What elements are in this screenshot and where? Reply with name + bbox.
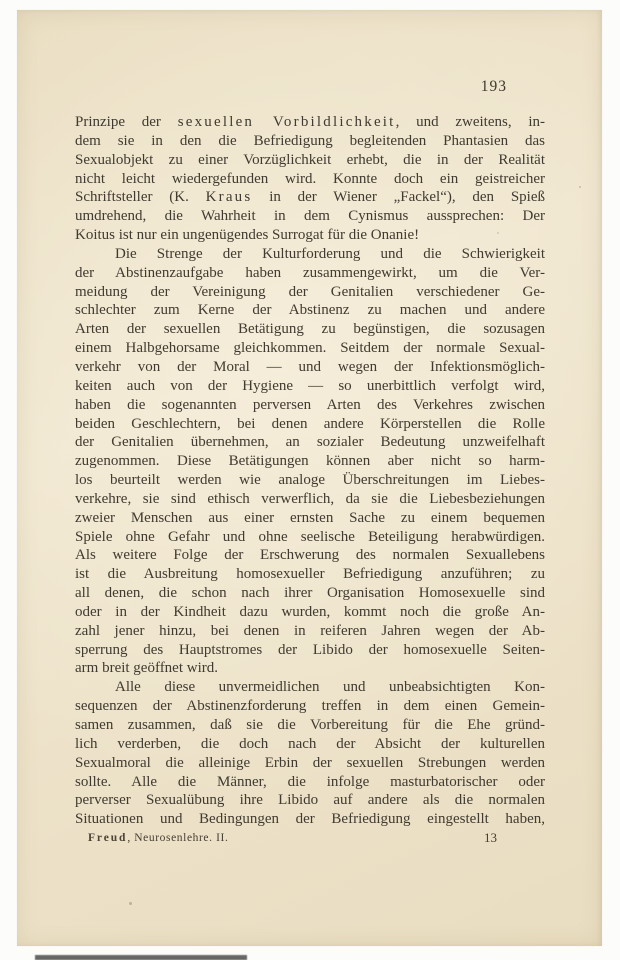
letterspaced-text: sexuellen Vorbildlichkeit — [177, 114, 396, 130]
text-line: zugenommen. Diese Betätigungen können aber nicht so harm- — [75, 453, 545, 470]
page-number: 193 — [480, 78, 507, 95]
text-line: haben die sogenannten perversen Arten des Verkehres zwischen — [75, 396, 545, 413]
text-line: dem sie in den die Befriedigung begleitenden Phantasien das — [75, 132, 545, 149]
text-line: Koitus ist nur ein ungenügendes Surrogat für die Onanie! — [75, 227, 420, 244]
text-line: Spiele ohne Gefahr und ohne seelische Beteiligung herabwürdigen. — [75, 528, 545, 545]
text-line: perverser Sexualübung ihre Libido auf andere als die normalen — [75, 792, 545, 809]
text-line: los beurteilt werden wie analoge Überschreitungen im Liebes- — [75, 472, 545, 489]
printer-signature-number: 13 — [484, 830, 497, 845]
text-line: sequenzen der Abstinenzforderung treffen in dem einen Gemein- — [75, 698, 545, 715]
text-line: einem Halbgehorsame gleichkommen. Seitdem der normale Sexual- — [75, 340, 545, 357]
text-line: verkehre, sie sind ethisch verwerflich, da sie die Liebesbeziehungen — [75, 490, 545, 507]
scan-edge-artifact — [35, 955, 247, 960]
text-line: verkehr von der Moral — und wegen der Infektionsmöglich- — [75, 358, 545, 375]
text-line: lich verderben, die doch nach der Absicht der kulturellen — [75, 735, 545, 752]
footer-book-title: , Neurosenlehre. II. — [127, 832, 229, 844]
text-line: nicht leicht wiedergefunden wird. Konnte doch ein geistreicher — [75, 170, 545, 187]
text-line: meidung der Vereinigung der Genitalien verschiedener Ge- — [75, 283, 545, 300]
text-line: Die Strenge der Kulturforderung und die Schwierigkeit — [115, 245, 545, 262]
text-line: all denen, die schon nach ihrer Organisation Homosexuelle sind — [75, 585, 545, 602]
text-line: der Abstinenzaufgabe haben zusammengewirkt, um die Ver- — [75, 264, 545, 281]
text-line: Als weitere Folge der Erschwerung des normalen Sexuallebens — [75, 547, 545, 564]
text-line: samen zusammen, daß sie die Vorbereitung für die Ehe gründ- — [75, 717, 545, 733]
text-line: schlechter zum Kerne der Abstinenz zu machen und andere — [75, 302, 545, 319]
paper-speck — [497, 232, 499, 234]
text-line: Prinzipe der sexuellen Vorbildlichkeit, und zweitens, in- — [75, 114, 545, 130]
letterspaced-text: Kraus — [205, 189, 253, 206]
paper-speck — [129, 902, 132, 905]
text-line: der Genitalien übernehmen, an sozialer Bedeutung unzweifelhaft — [75, 434, 545, 451]
text-line: keiten auch von der Hygiene — so unerbittlich verfolgt wird, — [75, 377, 545, 394]
text-line: ist die Ausbreitung homosexueller Befriedigung anzuführen; zu — [75, 566, 545, 583]
footer — [88, 832, 228, 844]
text-line: oder in der Kindheit dazu wurden, kommt noch die große An- — [75, 603, 545, 620]
text-line: Arten der sexuellen Betätigung zu begünstigen, die sozusagen — [75, 321, 545, 338]
scanned-book-page — [17, 10, 602, 946]
text-line: arm breit geöffnet wird. — [75, 660, 219, 677]
text-line: zweier Menschen aus einer ernsten Sache zu einem bequemen — [75, 509, 545, 526]
text-line: Sexualmoral die alleinige Erbin der sexuellen Strebungen werden — [75, 754, 545, 771]
text-line: Sexualobjekt zu einer Vorzüglichkeit erhebt, die in der Realität — [75, 151, 545, 168]
text-line: sperrung des Hauptstromes der Libido der homosexuelle Seiten- — [75, 641, 545, 658]
text-line: Situationen und Bedingungen der Befriedigung eingestellt haben, — [75, 811, 545, 828]
paper-speck — [579, 186, 581, 188]
footer-author: Freud — [88, 832, 128, 844]
text-line: zahl jener hinzu, bei denen in reiferen Jahren wegen der Ab- — [75, 622, 545, 639]
text-line: umdrehend, die Wahrheit in dem Cynismus aussprechen: Der — [75, 208, 545, 225]
text-line: Alle diese unvermeidlichen und unbeabsichtigten Kon- — [115, 679, 545, 696]
text-line: sollte. Alle die Männer, die infolge masturbatorischer oder — [75, 773, 545, 790]
text-line: Schriftsteller (K. Kraus in der Wiener „Fackel“), den Spieß — [75, 189, 545, 206]
text-block — [75, 113, 545, 829]
text-line: beiden Geschlechtern, bei denen andere Körperstellen die Rolle — [75, 415, 545, 432]
